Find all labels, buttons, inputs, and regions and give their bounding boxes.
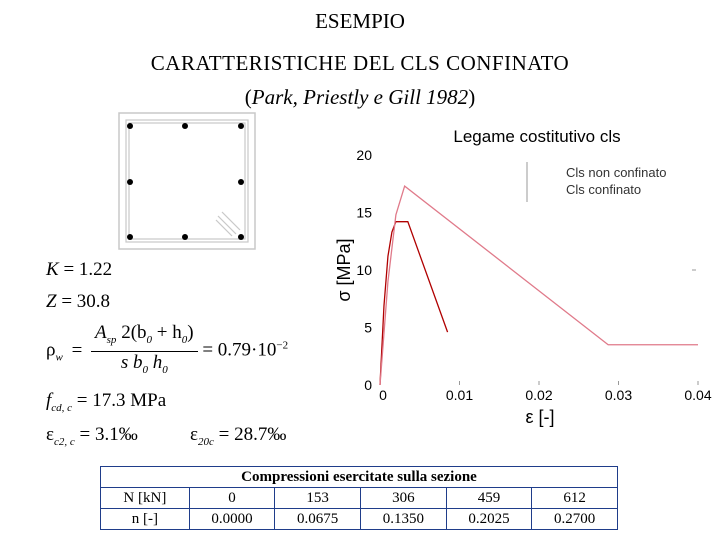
y-tick-label: 20 — [356, 147, 372, 163]
x-tick-label: 0.03 — [604, 387, 633, 403]
table-cell: 0.1350 — [361, 509, 447, 530]
table-cell: 0.2700 — [532, 509, 618, 530]
table-cell: 306 — [361, 488, 447, 509]
formula-eps1-sub: c2, c — [53, 435, 75, 448]
legend-entry: Cls confinato — [566, 182, 642, 197]
formula-rho-num-close: ) — [187, 322, 194, 343]
table-cell: 459 — [446, 488, 532, 509]
formula-rho-num-a: A — [95, 322, 107, 343]
table-cell: 612 — [532, 488, 618, 509]
chart-y-axis-label: σ [MPa] — [334, 238, 354, 302]
formula-k-rhs: = 1.22 — [63, 259, 113, 280]
table-row-n — [101, 488, 618, 509]
formula-fcd-sub: cd, c — [51, 401, 73, 414]
formula-k-lhs: K — [46, 259, 59, 280]
formula-eps-c2c — [46, 424, 138, 448]
title-line-2: CARATTERISTICHE DEL CLS CONFINATO — [150, 51, 570, 75]
table-header: Compressioni esercitate sulla sezione — [101, 467, 618, 488]
x-tick-label: 0.01 — [445, 387, 474, 403]
table-cell: 0.2025 — [446, 509, 532, 530]
chart-x-axis-label: ε [-] — [525, 407, 555, 427]
title-paren-open: ( — [244, 85, 252, 109]
table-cell: 0 — [189, 488, 275, 509]
series-line-confined — [380, 186, 698, 385]
x-tick-label: 0.02 — [525, 387, 553, 403]
y-tick-label: 10 — [356, 262, 372, 278]
title-line-1: ESEMPIO — [315, 9, 405, 33]
chart-legend — [527, 162, 696, 270]
formula-rho-sub: w — [55, 351, 63, 364]
table-cell: 0.0675 — [275, 509, 361, 530]
x-tick-label: 0 — [379, 387, 387, 403]
formula-z-rhs: = 30.8 — [61, 291, 111, 312]
table-row-label: n [-] — [101, 509, 190, 530]
chart-series — [380, 186, 698, 385]
formula-rho-den-h0: 0 — [162, 363, 168, 376]
legend-entry: Cls non confinato — [566, 165, 667, 180]
formula-rho-num-b0: 0 — [146, 333, 153, 346]
y-tick-label: 5 — [364, 319, 372, 336]
formula-k — [46, 259, 112, 281]
title-authors: Park, Priestly e Gill 1982 — [251, 85, 469, 109]
formula-rho-den-h: h — [148, 351, 163, 373]
formula-fcd — [46, 390, 166, 414]
stress-strain-chart — [320, 120, 720, 440]
table-cell: 153 — [275, 488, 361, 509]
table-row-n-dimensionless — [101, 509, 618, 530]
cross-section-drawing — [118, 112, 256, 250]
formula-rho-num-sub: sp — [106, 333, 117, 346]
chart-ticks — [356, 147, 711, 403]
formula-rho-num-plus: + h — [152, 322, 182, 343]
formula-fcd-lhs: f — [46, 390, 52, 411]
series-line-unconfined — [380, 222, 448, 385]
formula-z — [46, 291, 110, 313]
y-tick-label: 0 — [364, 377, 372, 393]
formula-rho-exp: −2 — [276, 339, 289, 352]
formula-rho-den-b0: 0 — [142, 363, 148, 376]
formula-eps-20c — [190, 424, 286, 448]
formula-rho-den-s: s b — [120, 351, 143, 373]
y-tick-label: 15 — [356, 204, 372, 221]
table-cell: 0.0000 — [189, 509, 275, 530]
table-row-label: N [kN] — [101, 488, 190, 509]
formula-rho-rhs: = 0.79·10 — [202, 339, 277, 361]
formula-eps2-lhs: ε — [190, 424, 198, 445]
formula-eps1-rhs: = 3.1‰ — [79, 424, 138, 445]
formula-eps2-rhs: = 28.7‰ — [218, 424, 287, 445]
formula-rho-num-rest: 2(b — [116, 322, 147, 343]
formula-rho-lhs: ρ — [46, 339, 56, 361]
title-line-3 — [0, 84, 720, 110]
formula-eps1-lhs: ε — [46, 424, 54, 445]
formula-eps2-sub: 20c — [197, 435, 214, 448]
compression-table — [100, 466, 618, 530]
formula-rho-fraction — [91, 322, 198, 381]
title-paren-close: ) — [468, 85, 476, 109]
x-tick-label: 0.04 — [684, 387, 712, 403]
formula-rho-num-h0: 0 — [181, 333, 188, 346]
chart-title: Legame costitutivo cls — [453, 127, 621, 146]
formula-z-lhs: Z — [46, 291, 57, 312]
formula-fcd-rhs: = 17.3 MPa — [76, 390, 167, 411]
formula-rho: $\rho_w$ = $\frac{A_{sp} 2(b_0 + h_0)}{s b_0 h_0}$ = $0.79\cdot 10^{-2}$ — [46, 322, 288, 381]
